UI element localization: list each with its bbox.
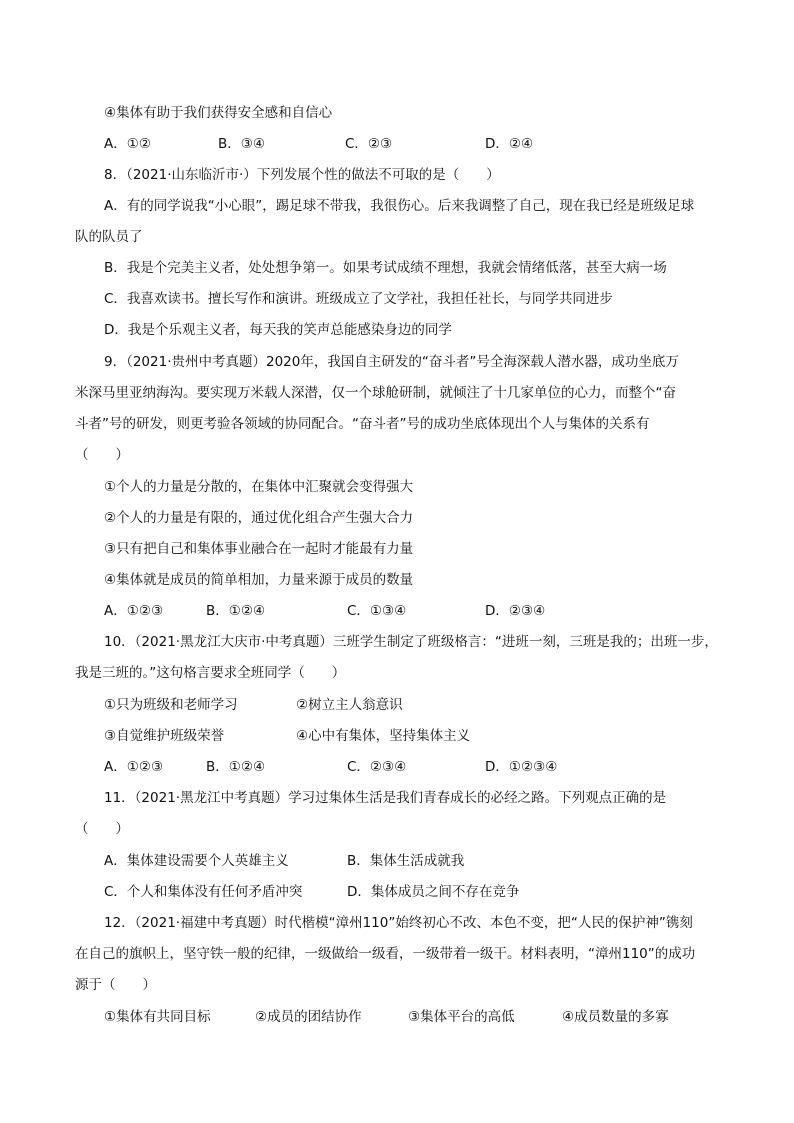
- q9-item-3: ③只有把自己和集体事业融合在一起时才能最有力量: [104, 541, 414, 557]
- q10-option-d: D．①②③④: [485, 759, 558, 775]
- q11-stem-line1: 11．（2021·黑龙江中考真题）学习过集体生活是我们青春成长的必经之路。下列观点正确的是: [104, 790, 667, 806]
- q9-stem-line4: （ ）: [75, 447, 129, 463]
- q11-option-c: C．个人和集体没有任何矛盾冲突: [104, 884, 303, 900]
- q12-stem-line1: 12．（2021·福建中考真题）时代楷模“漳州110”始终初心不改、本色不变，把“人民的保护神”镌刻: [104, 915, 693, 931]
- q10-option-c: C．②③④: [347, 759, 407, 775]
- q9-option-d: D．②③④: [485, 603, 546, 619]
- q12-item-3: ③集体平台的高低: [408, 1009, 515, 1025]
- q9-item-1: ①个人的力量是分散的，在集体中汇聚就会变得强大: [104, 479, 414, 495]
- q10-item-2: ②树立主人翁意识: [296, 697, 403, 713]
- q9-item-4: ④集体就是成员的简单相加，力量来源于成员的数量: [104, 572, 414, 588]
- q12-item-4: ④成员数量的多寡: [562, 1009, 669, 1025]
- q9-stem-line3: 斗者”号的研发，则更考验各领域的协同配合。“奋斗者”号的成功坐底体现出个人与集体的关系有: [75, 416, 650, 432]
- q12-stem-line3: 源于（ ）: [75, 977, 156, 993]
- q12-item-2: ②成员的团结协作: [255, 1009, 362, 1025]
- q7-item-4: ④集体有助于我们获得安全感和自信心: [104, 105, 333, 121]
- q8-option-d: D．我是个乐观主义者，每天我的笑声总能感染身边的同学: [104, 322, 452, 338]
- q10-option-b: B．①②④: [206, 759, 266, 775]
- q10-item-3: ③自觉维护班级荣誉: [104, 728, 225, 744]
- q12-item-1: ①集体有共同目标: [104, 1009, 211, 1025]
- q9-item-2: ②个人的力量是有限的，通过优化组合产生强大合力: [104, 510, 414, 526]
- q7-option-a: A．①②: [104, 136, 151, 152]
- q8-option-c: C．我喜欢读书。擅长写作和演讲。班级成立了文学社，我担任社长，与同学共同进步: [104, 291, 613, 307]
- q7-option-b: B．③④: [218, 136, 265, 152]
- q9-option-c: C．①③④: [347, 603, 407, 619]
- q11-option-b: B．集体生活成就我: [347, 853, 465, 869]
- q10-stem-line1: 10．（2021·黑龙江大庆市·中考真题）三班学生制定了班级格言：“进班一刻，三班是我的；出班一步，: [104, 634, 718, 650]
- q9-option-a: A．①②③: [104, 603, 164, 619]
- q7-option-c: C．②③: [345, 136, 393, 152]
- q10-stem-line2: 我是三班的。”这句格言要求全班同学（ ）: [75, 665, 346, 681]
- q10-option-a: A．①②③: [104, 759, 164, 775]
- q9-option-b: B．①②④: [206, 603, 266, 619]
- q12-stem-line2: 在自己的旗帜上，坚守铁一般的纪律，一级做给一级看，一级带着一级干。材料表明，“漳州110”的成功: [75, 946, 696, 962]
- q10-item-1: ①只为班级和老师学习: [104, 697, 238, 713]
- q9-stem-line1: 9．（2021·贵州中考真题）2020年，我国自主研发的“奋斗者”号全海深载人潜水器，成功坐底万: [104, 354, 679, 370]
- q11-option-d: D．集体成员之间不存在竞争: [347, 884, 520, 900]
- q8-option-a-line2: 队的队员了: [75, 229, 143, 245]
- q8-option-b: B．我是个完美主义者，处处想争第一。如果考试成绩不理想，我就会情绪低落，甚至大病一场: [104, 260, 667, 276]
- q8-stem: 8．（2021·山东临沂市·）下列发展个性的做法不可取的是（ ）: [104, 167, 500, 183]
- q7-option-d: D．②④: [485, 136, 534, 152]
- q11-stem-line2: （ ）: [75, 821, 129, 837]
- q8-option-a-line1: A．有的同学说我“小心眼”，踢足球不带我，我很伤心。后来我调整了自己，现在我已经是班级足球: [104, 198, 695, 214]
- q9-stem-line2: 米深马里亚纳海沟。要实现万米载人深潜，仅一个球舱研制，就倾注了十几家单位的心力，而整个“奋: [75, 385, 676, 401]
- q11-option-a: A．集体建设需要个人英雄主义: [104, 853, 289, 869]
- q10-item-4: ④心中有集体，坚持集体主义: [296, 728, 471, 744]
